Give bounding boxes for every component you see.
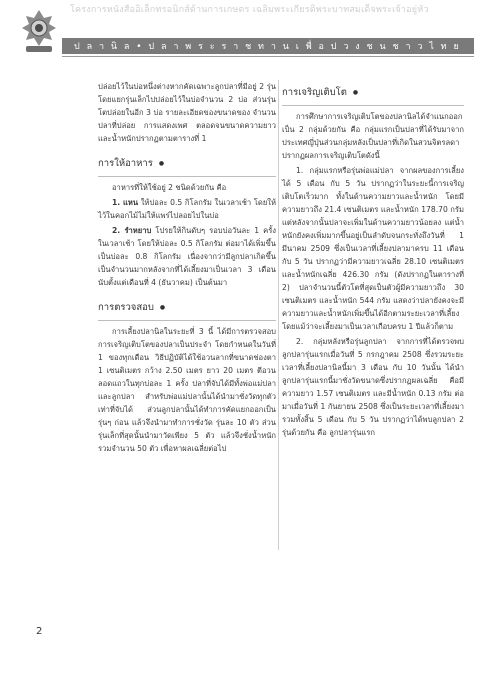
column-divider (278, 80, 279, 550)
top-watermark: โครงการหนังสืออิเล็กทรอนิกส์ด้านการเกษตร เฉลิมพระเกียรติพระบาทสมเด็จพระเจ้าอยู่หัว (70, 5, 429, 15)
food-item-2-label: 2. รำหยาบ (112, 226, 152, 235)
growth-group-1: 1. กลุ่มแรกหรือรุ่นพ่อแม่ปลา จากผลของการเลี้ยงได้ 5 เดือน กับ 5 วัน ปรากฏว่าในระยะนี้การเจริญเติบโตเร็วมาก ทั้งในด้านความยาวและน้ำหนัก โดยมีความยาวถึง 21.4 เซนติเมตร และน้ำหนัก 178.70 กรัม แต่หลังจากนั้นปลาจะเพิ่มในด้านความยาวน้อยลง แต่น้ำหนักยังคงเพิ่มมากขึ้นอยู่เป็นลำดับจนกระทั่งถึงวันที่ 1 มีนาคม 2509 ซึ่งเป็นเวลาที่เลี้ยงปลามาครบ 11 เดือน กับ 5 วัน ปรากฏว่ามีความยาวเฉลี่ย 28.10 เซนติเมตร และน้ำหนักเฉลี่ย 426.30 กรัม (ดังปรากฏในตารางที่ 2) ปลาจำนวนนี้ตัวโตที่สุดเป็นตัวผู้มีความยาวถึง 30 เซนติเมตร และน้ำหนัก 544 กรัม แสดงว่าปลายังคงจะมีความยาวและน้ำหนักเพิ่มขึ้นได้อีกตามระยะเวลาที่เลี้ยง โดยแม้ว่าจะเลี้ยงมาเป็นเวลาเกือบครบ 1 ปีแล้วก็ตาม (282, 166, 464, 331)
growth-intro: การศึกษาการเจริญเติบโตของปลานิลได้จำแนกออกเป็น 2 กลุ่มด้วยกัน คือ กลุ่มแรกเป็นปลาที่ได้รับมาจากประเทศญี่ปุ่นส่วนกลุ่มหลังเป็นปลาที่เกิดในสวนจิตรลดา ปรากฏผลการเจริญเติบโตดังนี้ (282, 112, 464, 160)
food-section-header (98, 151, 276, 177)
header-divider (62, 56, 474, 57)
food-item-1-label: 1. แหน (112, 198, 139, 207)
bullet-icon: ● (158, 160, 165, 167)
header-title: ป ล า นิ ล • ป ล า พ ร ะ ร า ช ท า น เ พื่ อ ป ว ง ช น ช า ว ไ ท ย (74, 42, 461, 52)
growth-group-2: 2. กลุ่มหลังหรือรุ่นลูกปลา จากการที่ได้ตรวจพบลูกปลารุ่นแรกเมื่อวันที่ 5 กรกฎาคม 2508 ซึ่งรวมระยะเวลาที่เลี้ยงปลานิลนี้มา 3 เดือน กับ 10 วันนั้น ได้นำลูกปลารุ่นแรกนี้มาชั่งวัดขนาดซึ่งปรากฏผลเฉลี่ย คือมีความยาว 1.57 เซนติเมตร และมีน้ำหนัก 0.13 กรัม ต่อมาเมื่อวันที่ 1 กันยายน 2508 ซึ่งเป็นระยะเวลาที่เลี้ยงมารวมทั้งสิ้น 5 เดือน กับ 5 วัน ปรากฏว่าได้พบลูกปลา 2 รุ่นด้วยกัน คือ ลูกปลารุ่นแรก (282, 337, 464, 437)
royal-emblem-icon (18, 8, 60, 56)
growth-heading: การเจริญเติบโต (282, 87, 347, 98)
check-paragraph: การเลี้ยงปลานิลในระยะที่ 3 นี้ ได้มีการตรวจสอบการเจริญเติบโตของปลาเป็นประจำ โดยกำหนดในวันที่ 1 ของทุกเดือน วิธีปฏิบัติได้ใช้อวนลากที่ขนาดช่องตา 1 เซนติเมตร กว้าง 2.50 เมตร ยาว 20 เมตร ตีอวนลอดแถวในทุกบ่อละ 1 ครั้ง ปลาที่จับได้มีทั้งพ่อแม่ปลาและลูกปลา สำหรับพ่อแม่ปลานั้นได้นำมาชั่งวัดทุกตัวเท่าที่จับได้ ส่วนลูกปลานั้นได้ทำการคัดแยกออกเป็นรุ่นๆ ก่อน แล้วจึงนำมาทำการชั่งวัด รุ่นละ 10 ตัว ส่วนรุ่นเล็กที่สุดนั้นนำมาวัดเพียง 5 ตัว แล้วจึงชั่งน้ำหนักรวมจำนวน 50 ตัว เพื่อหาผลเฉลี่ยต่อไป (98, 327, 276, 453)
left-column (98, 80, 276, 457)
intro-paragraph: ปล่อยไว้ในบ่อหนึ่งต่างหากคัดเฉพาะลูกปลาที่มีอยู่ 2 รุ่น โดยแยกรุ่นเล็กไปปล่อยไว้ในบ่อจำนวน 2 บ่อ ส่วนรุ่นโตปล่อยในอีก 3 บ่อ รายละเอียดของขนาดของ จำนวนปลาที่ปล่อย การแสดงเพศ ตลอดจนขนาดความยาวและน้ำหนักปรากฏตามตารางที่ 1 (98, 82, 276, 143)
bullet-icon: ● (352, 89, 359, 96)
growth-section-header (282, 80, 464, 106)
food-item-2-text: โปรยให้กินดับๆ รอบบ่อวันละ 1 ครั้ง ในเวลาเช้า โดยให้บ่อละ 0.5 กิโลกรัม ต่อมาได้เพิ่มขึ้นเป็นบ่อละ 0.8 กิโลกรัม เนื่องจากว่ามีลูกปลาเกิดขึ้นเป็นจำนวนมากหลังจากที่ได้เลี้ยงมาเป็นเวลา 3 เดือน นับตั้งแต่เดือนที่ 4 (ธันวาคม) เป็นต้นมา (98, 226, 276, 287)
food-heading: การให้อาหาร (98, 158, 153, 169)
food-item-1 (98, 196, 276, 222)
food-item-1-text: ให้ปอละ 0.5 กิโลกรัม ในเวลาเช้า โดยให้ไว้ในคอกไม้ไม่ให้แพร่ไปลอยไปในบ่อ (98, 198, 276, 220)
bullet-icon: ● (159, 304, 166, 311)
right-column (282, 80, 464, 441)
food-item-2 (98, 224, 276, 289)
check-section-header (98, 295, 276, 321)
check-heading: การตรวจสอบ (98, 302, 154, 313)
page-number: 2 (36, 626, 43, 637)
food-intro: อาหารที่ให้ใช้อยู่ 2 ชนิดด้วยกัน คือ (112, 183, 227, 192)
header-bar (62, 38, 474, 54)
